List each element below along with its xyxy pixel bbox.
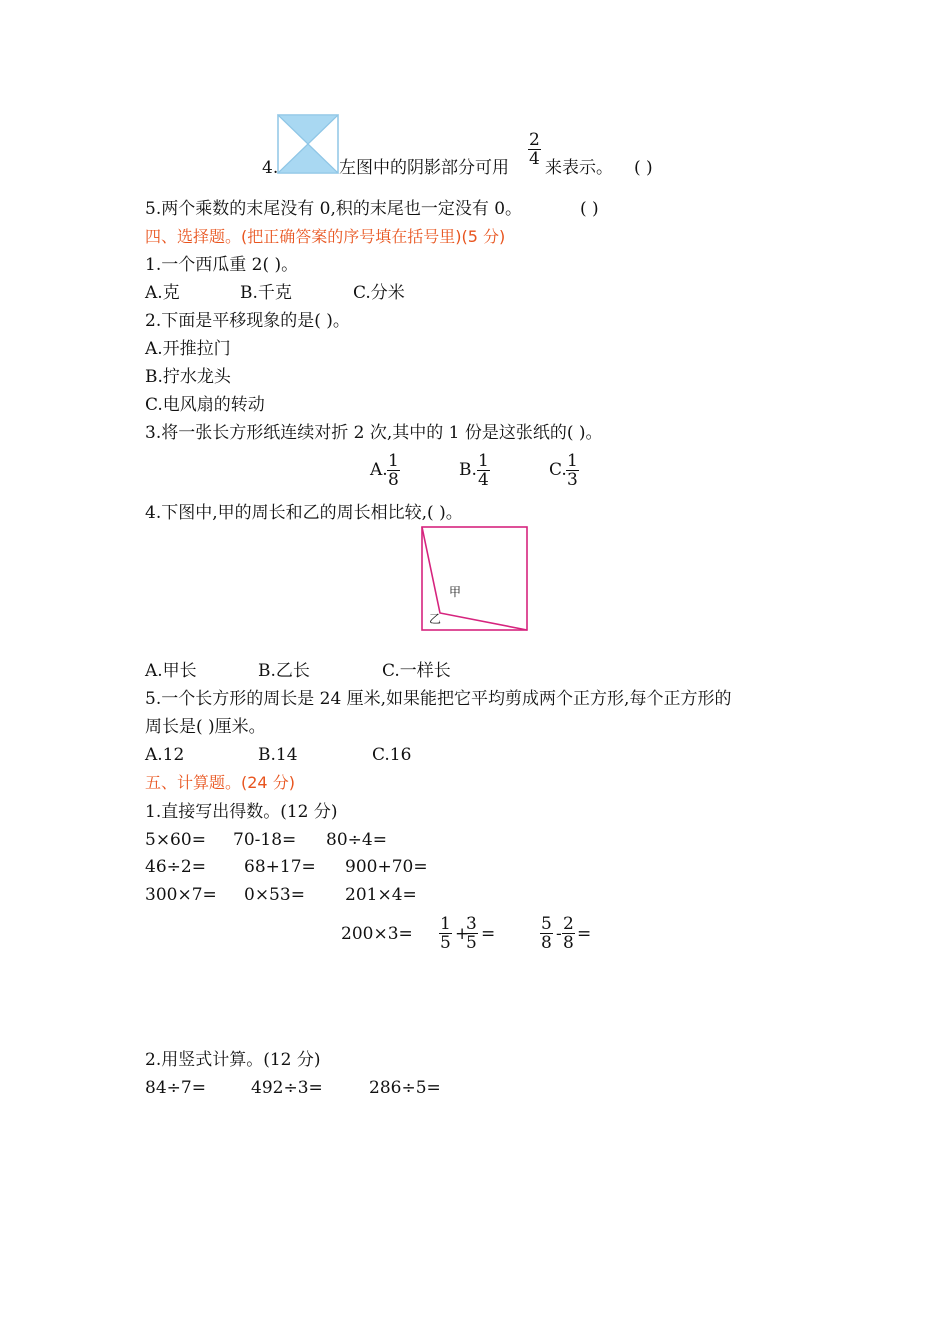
calc-eq: = xyxy=(577,924,592,944)
calc-item: 0×53= xyxy=(244,885,305,905)
label-yi: 乙 xyxy=(429,612,442,626)
shaded-square-figure xyxy=(277,114,339,174)
s4-q3-option-c-label[interactable]: C. xyxy=(549,460,567,480)
vertical-calc-item: 286÷5= xyxy=(369,1078,441,1098)
s5-p1-title: 1.直接写出得数。(12 分) xyxy=(145,802,338,822)
s4-q1-option-c[interactable]: C.分米 xyxy=(353,283,405,303)
s4-q4-text: 4.下图中,甲的周长和乙的周长相比较,( )。 xyxy=(145,503,463,523)
s4-q5-option-b[interactable]: B.14 xyxy=(258,745,298,765)
s4-q3-option-a-label[interactable]: A. xyxy=(370,460,388,480)
judge-q4-text: 左图中的阴影部分可用 xyxy=(339,158,509,178)
calc-item: 46÷2= xyxy=(145,857,206,877)
s4-q5-line1: 5.一个长方形的周长是 24 厘米,如果能把它平均剪成两个正方形,每个正方形的 xyxy=(145,689,732,709)
calc-item: 300×7= xyxy=(145,885,217,905)
s4-q5-line2: 周长是( )厘米。 xyxy=(145,717,266,737)
calc-item: 900+70= xyxy=(345,857,428,877)
s5-p2-title: 2.用竖式计算。(12 分) xyxy=(145,1050,321,1070)
calc-frac-1b: $\frac{3}{5}$ xyxy=(466,914,477,953)
section4-header: 四、选择题。(把正确答案的序号填在括号里)(5 分) xyxy=(145,227,506,246)
s4-q5-option-a[interactable]: A.12 xyxy=(145,745,185,765)
s4-q3-option-a-fraction[interactable]: $\frac{1}{8}$ xyxy=(388,451,399,490)
vertical-calc-item: 84÷7= xyxy=(145,1078,206,1098)
calc-item: 200×3= xyxy=(341,924,413,944)
section5-header: 五、计算题。(24 分) xyxy=(145,773,295,792)
perimeter-comparison-figure xyxy=(420,525,530,633)
s4-q5-option-c[interactable]: C.16 xyxy=(372,745,412,765)
calc-item: 5×60= xyxy=(145,830,206,850)
s4-q3-option-b-fraction[interactable]: $\frac{1}{4}$ xyxy=(478,451,489,490)
label-jia: 甲 xyxy=(449,585,462,599)
calc-item: 201×4= xyxy=(345,885,417,905)
s4-q3-option-b-label[interactable]: B. xyxy=(459,460,477,480)
s4-q2-text: 2.下面是平移现象的是( )。 xyxy=(145,311,350,331)
s4-q2-option-c[interactable]: C.电风扇的转动 xyxy=(145,395,265,415)
judge-q4-answer-paren[interactable]: ( ) xyxy=(634,158,653,178)
calc-item: 80÷4= xyxy=(326,830,387,850)
vertical-calc-item: 492÷3= xyxy=(251,1078,323,1098)
s4-q1-text: 1.一个西瓜重 2( )。 xyxy=(145,255,299,275)
calc-frac-2a: $\frac{5}{8}$ xyxy=(541,914,552,953)
calc-frac-2b: $\frac{2}{8}$ xyxy=(563,914,574,953)
calc-op-plus: + xyxy=(455,924,470,944)
judge-q4-suffix: 来表示。 xyxy=(545,158,613,178)
s4-q3-text: 3.将一张长方形纸连续对折 2 次,其中的 1 份是这张纸的( )。 xyxy=(145,423,603,443)
calc-op-minus: - xyxy=(556,924,562,944)
calc-eq: = xyxy=(481,924,496,944)
judge-q5-answer-paren[interactable]: ( ) xyxy=(580,199,599,219)
s4-q2-option-b[interactable]: B.拧水龙头 xyxy=(145,367,231,387)
s4-q1-option-a[interactable]: A.克 xyxy=(145,283,180,303)
s4-q4-option-c[interactable]: C.一样长 xyxy=(382,661,451,681)
judge-q4-fraction: $\frac{2}{4}$ xyxy=(529,130,540,169)
calc-frac-1a: $\frac{1}{5}$ xyxy=(440,914,451,953)
s4-q3-option-c-fraction[interactable]: $\frac{1}{3}$ xyxy=(567,451,578,490)
judge-q4-number: 4. xyxy=(262,158,279,178)
calc-item: 70-18= xyxy=(233,830,297,850)
s4-q1-option-b[interactable]: B.千克 xyxy=(240,283,292,303)
s4-q2-option-a[interactable]: A.开推拉门 xyxy=(145,339,231,359)
s4-q4-option-a[interactable]: A.甲长 xyxy=(145,661,197,681)
s4-q4-option-b[interactable]: B.乙长 xyxy=(258,661,310,681)
judge-q5-text: 5.两个乘数的末尾没有 0,积的末尾也一定没有 0。 xyxy=(145,199,523,219)
calc-item: 68+17= xyxy=(244,857,316,877)
